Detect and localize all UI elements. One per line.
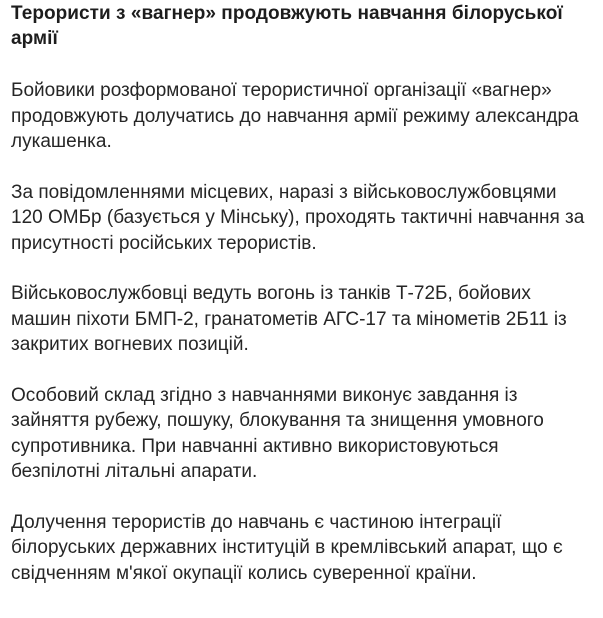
article-paragraph-2: За повідомленнями місцевих, наразі з військовослужбовцями 120 ОМБр (базується у Мінську), проходять тактичні навчання за присутності російських терористів.	[11, 181, 585, 254]
article-paragraph-1: Бойовики розформованої терористичної організації «вагнер» продовжують долучатись до навчання армії режиму александра лукашенка.	[11, 80, 579, 152]
article-paragraph-3: Військовослужбовці ведуть вогонь із танків Т-72Б, бойових машин піхоти БМП-2, гранатометів АГС-17 та мінометів 2Б11 із закритих вогневих позицій.	[11, 283, 567, 355]
article-paragraph-5: Долучення терористів до навчань є частиною інтеграції білоруських державних інституцій в кремлівський апарат, що є свідченням м'якої окупації колись суверенної країни.	[11, 511, 563, 584]
article-paragraph-4: Особовий склад згідно з навчаннями виконує завдання із зайняття рубежу, пошуку, блокування та знищення умовного супротивника. При навчанні активно використовуються безпілотні літальні апарати.	[11, 384, 544, 482]
article-title: Терористи з «вагнер» продовжують навчання білоруської армії	[11, 3, 563, 49]
